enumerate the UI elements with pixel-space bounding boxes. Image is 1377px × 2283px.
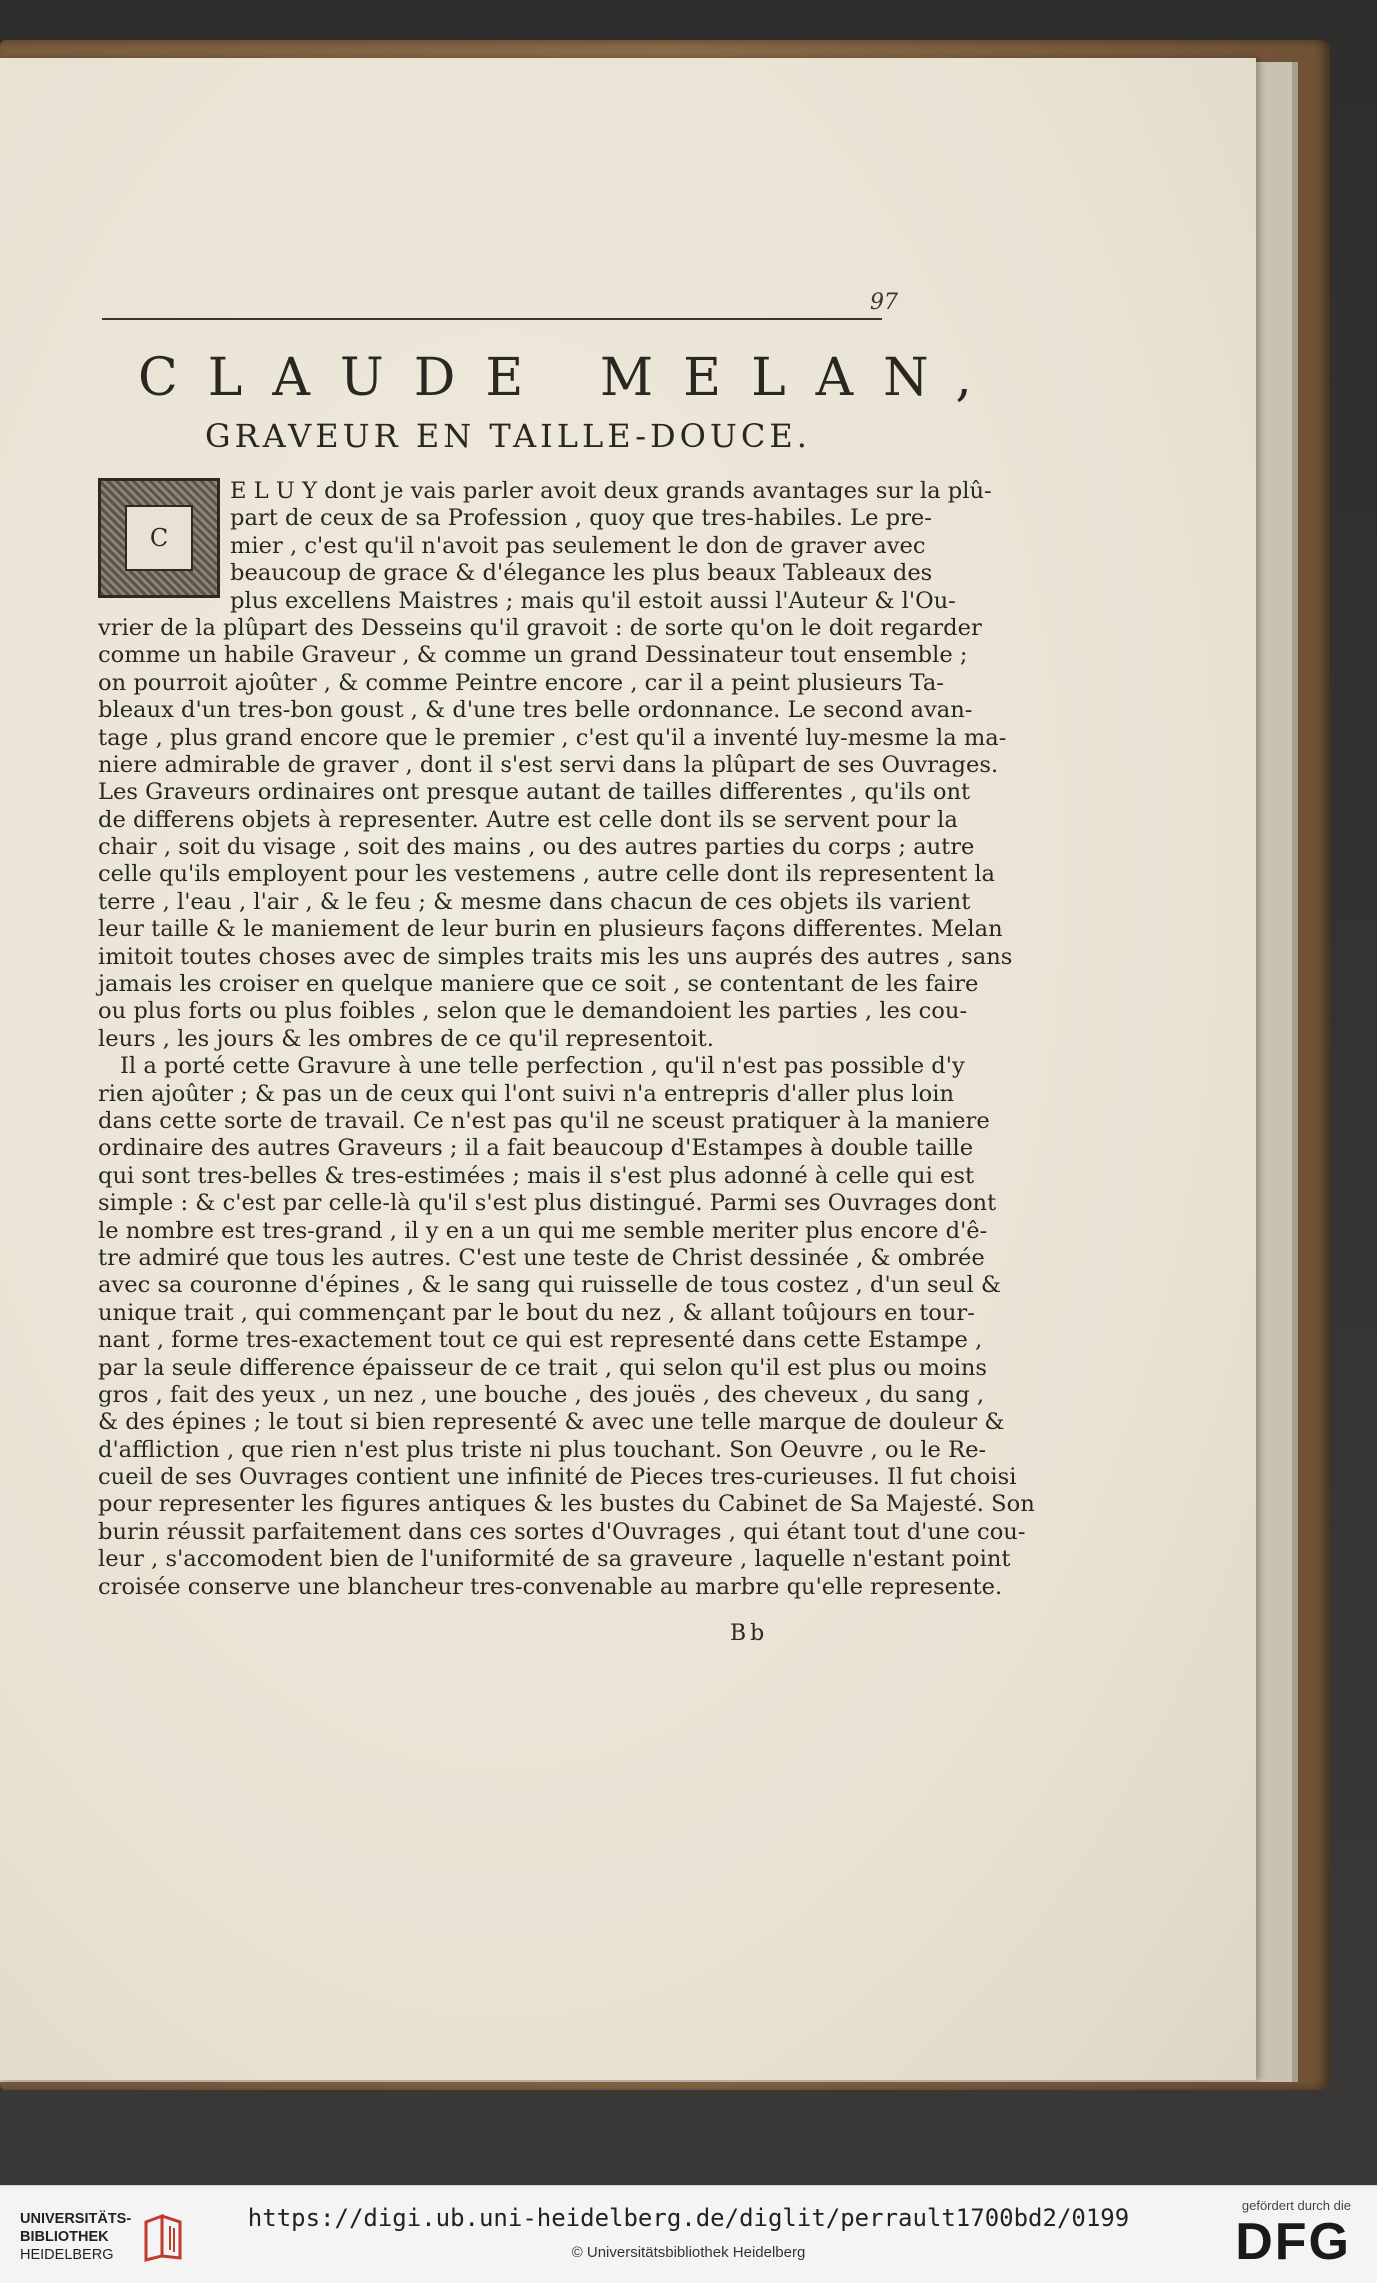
text-line: pour representer les figures antiques & les bustes du Cabinet de Sa Majesté. Son — [98, 1491, 1035, 1518]
body-text — [98, 478, 1035, 1601]
text-line: ou plus forts ou plus foibles , selon que le demandoient les parties , les cou- — [98, 998, 968, 1025]
text-line: avec sa couronne d'épines , & le sang qui ruisselle de tous costez , d'un seul & — [98, 1272, 1002, 1299]
text-line: nant , forme tres-exactement tout ce qui est representé dans cette Estampe , — [98, 1327, 983, 1354]
viewer-footer — [0, 2185, 1377, 2283]
text-line: burin réussit parfaitement dans ces sortes d'Ouvrages , qui étant tout d'une cou- — [98, 1518, 1026, 1545]
signature-mark: Bb — [730, 1621, 769, 1646]
text-line: qui sont tres-belles & tres-estimées ; mais il s'est plus adonné à celle qui est — [98, 1162, 975, 1189]
text-line: croisée conserve une blancheur tres-convenable au marbre qu'elle represente. — [98, 1573, 1003, 1600]
initial-letter: C — [125, 505, 193, 571]
copyright-notice: © Universitätsbibliothek Heidelberg — [571, 2244, 806, 2261]
text-line: mier , c'est qu'il n'avoit pas seulement le don de graver avec — [230, 532, 926, 559]
text-line: & des épines ; le tout si bien representé & avec une telle marque de douleur & — [98, 1409, 1005, 1436]
text-line: leur , s'accomodent bien de l'uniformité de sa graveure , laquelle n'estant point — [98, 1546, 1011, 1573]
text-line: simple : & c'est par celle-là qu'il s'est plus distingué. Parmi ses Ouvrages dont — [98, 1190, 997, 1217]
text-line: bleaux d'un tres-bon goust , & d'une tres belle ordonnance. Le second avan- — [98, 697, 973, 724]
library-name-line2: BIBLIOTHEK — [20, 2229, 109, 2245]
text-line: tage , plus grand encore que le premier , c'est qu'il a inventé luy-mesme la ma- — [98, 724, 1007, 751]
text-line: jamais les croiser en quelque maniere que ce soit , se contentant de les faire — [98, 971, 979, 998]
text-line: le nombre est tres-grand , il y en a un qui me semble meriter plus encore d'ê- — [98, 1217, 988, 1244]
funder-name: DFG — [1235, 2213, 1351, 2271]
funder-logo[interactable] — [1201, 2198, 1351, 2278]
text-line: vrier de la plûpart des Desseins qu'il gravoit : de sorte qu'on le doit regarder — [98, 614, 982, 641]
page-number: 97 — [870, 290, 898, 315]
text-line: comme un habile Graveur , & comme un grand Dessinateur tout ensemble ; — [98, 642, 968, 669]
text-line: de differens objets à representer. Autre est celle dont ils se servent pour la — [98, 806, 958, 833]
text-line: imitoit toutes choses avec de simples traits mis les uns auprés des autres , sans — [98, 943, 1013, 970]
text-line: niere admirable de graver , dont il s'est servi dans la plûpart de ses Ouvrages. — [98, 751, 999, 778]
text-line: d'affliction , que rien n'est plus triste ni plus touchant. Son Oeuvre , ou le Re- — [98, 1436, 987, 1463]
text-line: par la seule difference épaisseur de ce trait , qui selon qu'il est plus ou moins — [98, 1354, 987, 1381]
text-line: terre , l'eau , l'air , & le feu ; & mesme dans chacun de ces objets ils varient — [98, 888, 971, 915]
library-name-line3: HEIDELBERG — [20, 2247, 114, 2263]
funder-label: gefördert durch die — [1241, 2198, 1351, 2213]
text-line: tre admiré que tous les autres. C'est une teste de Christ dessinée , & ombrée — [98, 1244, 985, 1271]
text-line: beaucoup de grace & d'élegance les plus beaux Tableaux des — [230, 560, 933, 587]
text-line: cueil de ses Ouvrages contient une infinité de Pieces tres-curieuses. Il fut choisi — [98, 1464, 1017, 1491]
text-line: rien ajoûter ; & pas un de ceux qui l'ont suivi n'a entrepris d'aller plus loin — [98, 1080, 955, 1107]
page-title: CLAUDE MELAN, — [138, 348, 1002, 408]
text-line: unique trait , qui commençant par le bout du nez , & allant toûjours en tour- — [98, 1299, 975, 1326]
text-line: dans cette sorte de travail. Ce n'est pas qu'il ne sceust pratiquer à la maniere — [98, 1107, 990, 1134]
text-line: leur taille & le maniement de leur burin en plusieurs façons differentes. Melan — [98, 916, 1003, 943]
library-name-line1: UNIVERSITÄTS- — [20, 2211, 132, 2227]
text-line: E L U Y dont je vais parler avoit deux grands avantages sur la plû- — [230, 478, 992, 504]
text-line: Les Graveurs ordinaires ont presque autant de tailles differentes , qu'ils ont — [98, 779, 971, 806]
text-line: celle qu'ils employent pour les vestemens , autre celle dont ils representent la — [98, 861, 996, 888]
text-line: plus excellens Maistres ; mais qu'il estoit aussi l'Auteur & l'Ou- — [230, 587, 956, 614]
text-line: chair , soit du visage , soit des mains , ou des autres parties du corps ; autre — [98, 834, 975, 861]
text-line: leurs , les jours & les ombres de ce qu'il representoit. — [98, 1025, 714, 1052]
text-line: part de ceux de sa Profession , quoy que tres-habiles. Le pre- — [230, 505, 932, 532]
text-line: Il a porté cette Gravure à une telle perfection , qu'il n'est pas possible d'y — [120, 1053, 965, 1080]
text-line: gros , fait des yeux , un nez , une bouche , des jouës , des cheveux , du sang , — [98, 1381, 985, 1408]
text-line: ordinaire des autres Graveurs ; il a fait beaucoup d'Estampes à double taille — [98, 1135, 974, 1162]
page-subtitle: GRAVEUR EN TAILLE-DOUCE. — [205, 417, 811, 455]
header-rule — [102, 318, 882, 320]
text-line: on pourroit ajoûter , & comme Peintre encore , car il a peint plusieurs Ta- — [98, 669, 944, 696]
permalink-url[interactable]: https://digi.ub.uni-heidelberg.de/diglit/perrault1700bd2/0199 — [247, 2204, 1130, 2232]
